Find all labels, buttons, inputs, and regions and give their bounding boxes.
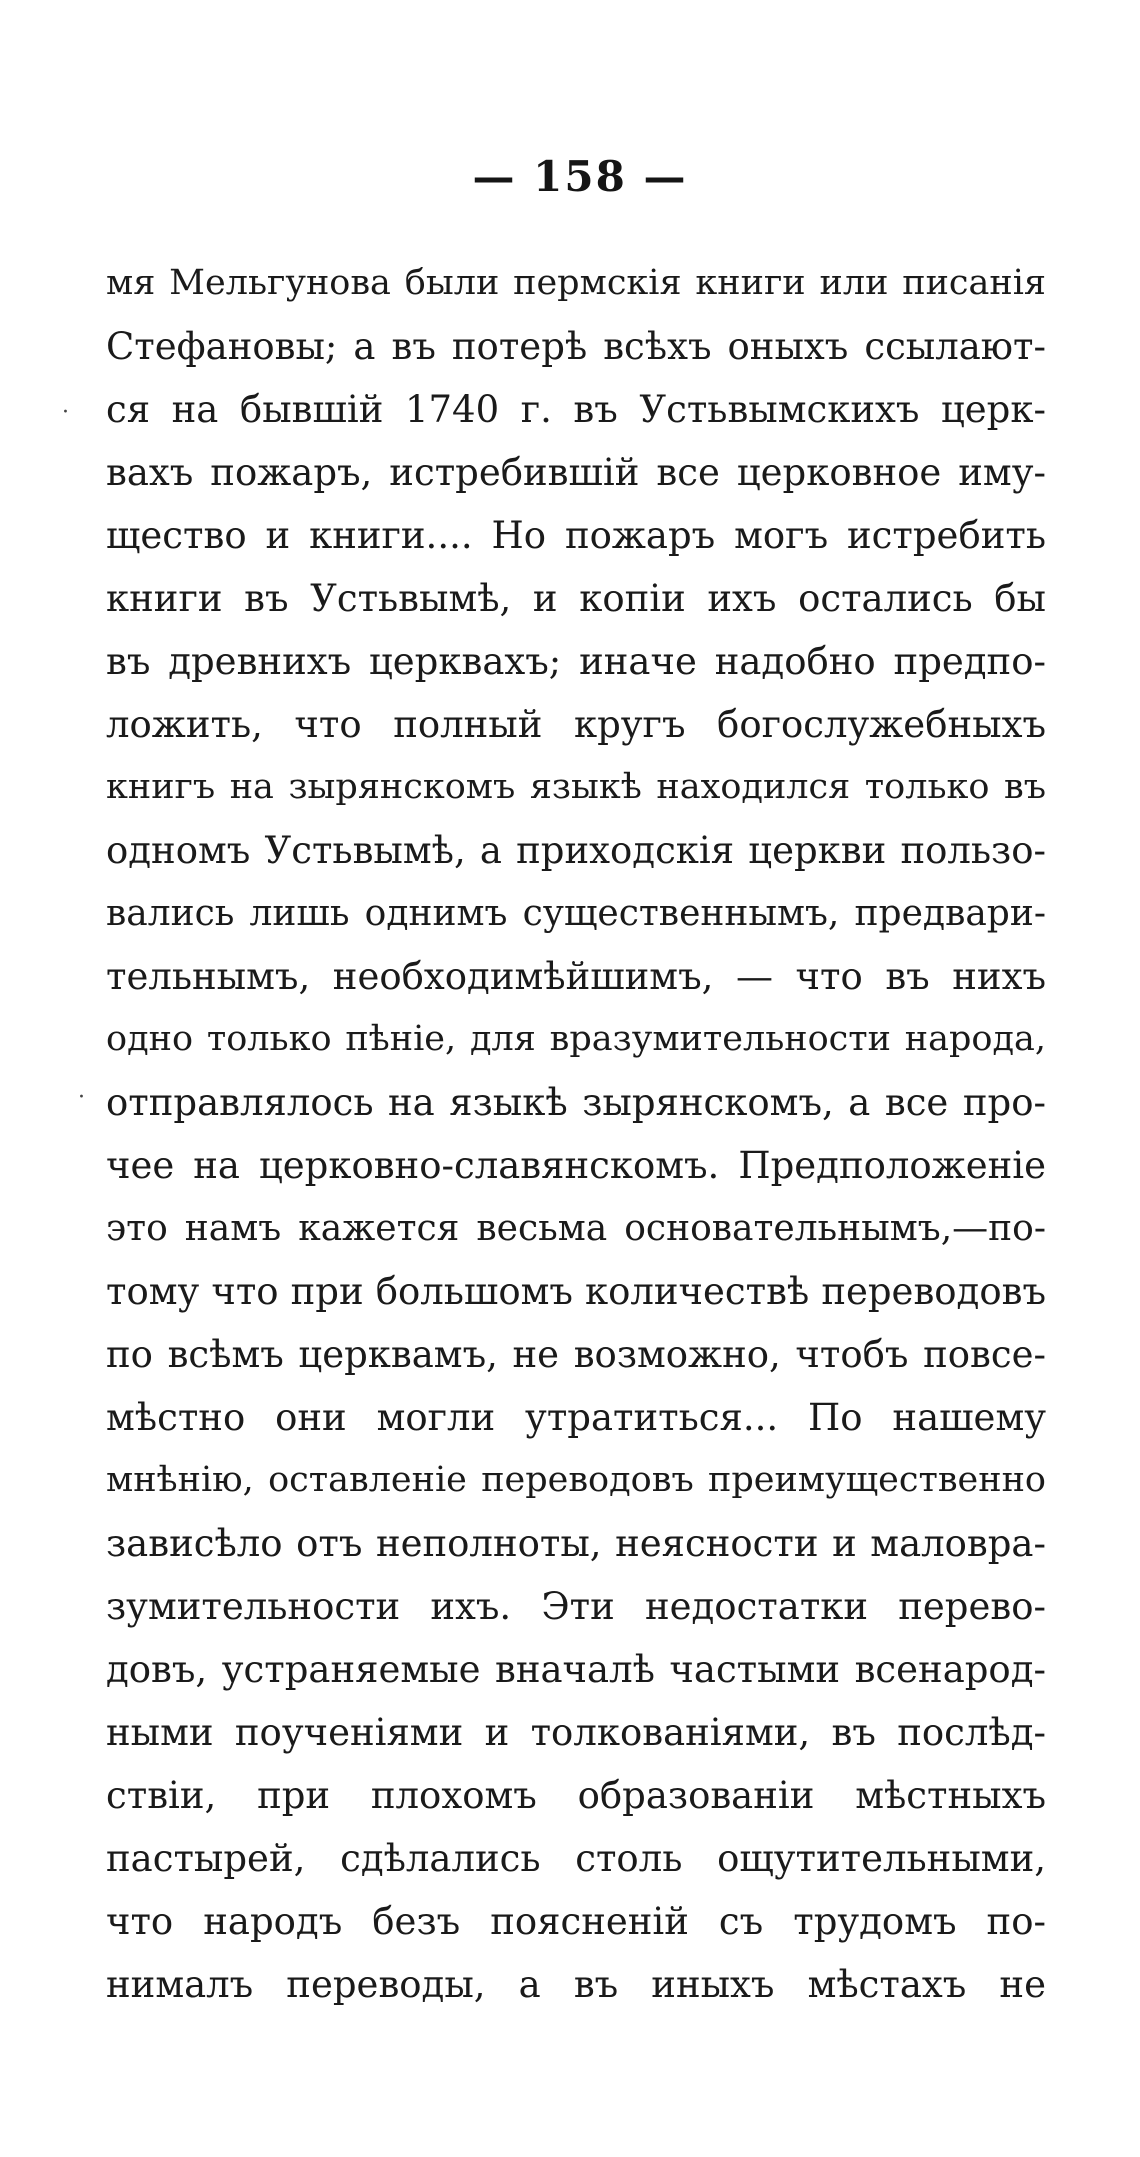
text-line: зумительности ихъ. Эти недостатки перево- [106,1585,1046,1628]
body-text [106,252,1046,2016]
text-line: мнѣнію, оставленіе переводовъ преимущественно [106,1460,1046,1500]
text-line: ся на бывшій 1740 г. въ Устьвымскихъ церк- [106,388,1046,431]
text-line: это намъ кажется весьма основательнымъ,—по- [106,1208,1046,1249]
text-line: одномъ Устьвымѣ, а приходскія церкви пользо- [106,829,1046,872]
text-line: ными поученіями и толкованіями, въ послѣд- [106,1711,1046,1754]
text-line: ствіи, при плохомъ образованіи мѣстныхъ [106,1774,1046,1817]
text-line: въ древнихъ церквахъ; иначе надобно предпо- [106,640,1046,683]
text-line: чее на церковно-славянскомъ. Предположеніе [106,1144,1046,1187]
text-line: по всѣмъ церквамъ, не возможно, чтобъ повсе- [106,1333,1046,1376]
text-line: ложить, что полный кругъ богослужебныхъ [106,703,1046,746]
text-line: нималъ переводы, а въ иныхъ мѣстахъ не [106,1963,1046,2006]
text-line: мя Мельгунова были пермскія книги или писанія [106,263,1046,303]
text-line: вались лишь однимъ существеннымъ, предвари- [106,893,1046,934]
text-line: тельнымъ, необходимѣйшимъ, — что въ нихъ [106,955,1046,998]
text-line: зависѣло отъ неполноты, неясности и маловра- [106,1522,1046,1565]
text-line: пастырей, сдѣлались столь ощутительными, [106,1837,1046,1880]
text-line: довъ, устраняемые вначалѣ частыми всенарод- [106,1648,1046,1691]
text-line: книгъ на зырянскомъ языкѣ находился только въ [106,767,1046,807]
text-line: одно только пѣніе, для вразумительности народа, [106,1019,1046,1059]
text-line: вахъ пожаръ, истребившій все церковное иму- [106,451,1046,494]
text-line: что народъ безъ поясненій съ трудомъ по- [106,1900,1046,1943]
text-line: тому что при большомъ количествѣ переводовъ [106,1270,1046,1313]
text-line: Стефановы; а въ потерѣ всѣхъ оныхъ ссылают- [106,325,1046,368]
margin-mark: · [62,400,69,425]
text-line: отправлялось на языкѣ зырянскомъ, а все про- [106,1081,1046,1124]
text-line: книги въ Устьвымѣ, и копіи ихъ остались бы [106,577,1046,620]
text-line: мѣстно они могли утратиться... По нашему [106,1396,1046,1439]
margin-mark: · [78,1085,85,1110]
text-line: щество и книги.... Но пожаръ могъ истребить [106,514,1046,557]
page-number: — 158 — [472,152,688,201]
